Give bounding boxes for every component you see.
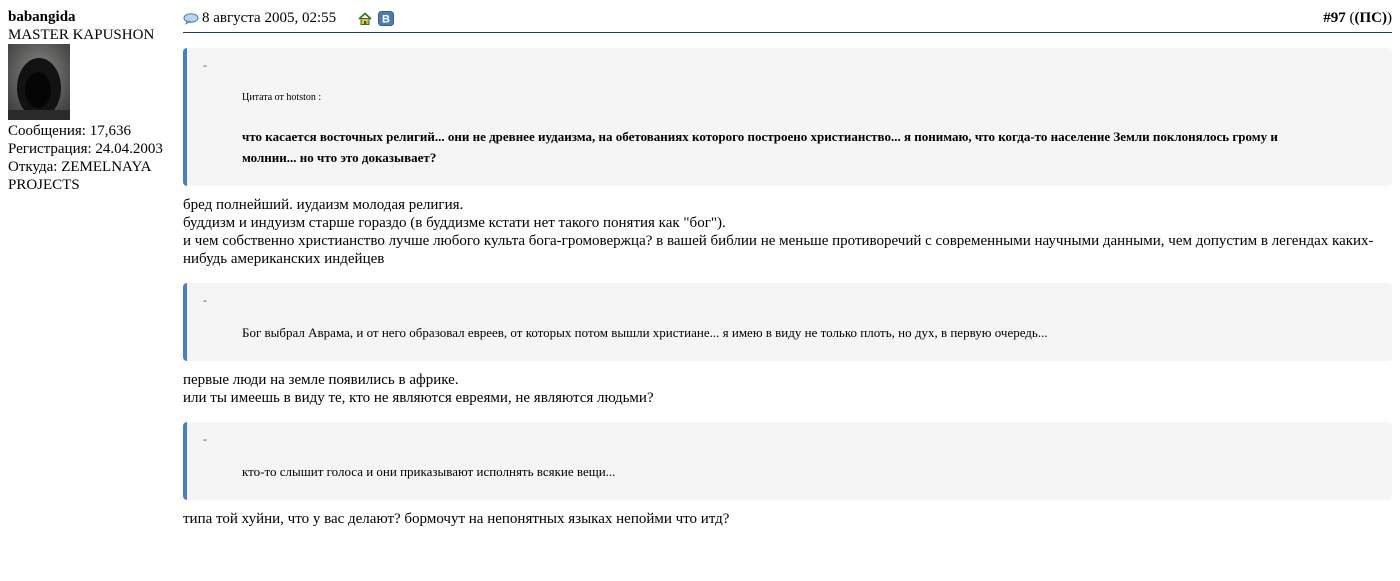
avatar[interactable] [8,44,70,120]
quote-block [183,48,1392,186]
message-line: бред полнейший. иудаизм молодая религия. [183,197,464,213]
message-line: типа той хуйни, что у вас делают? бормочут на непонятных языках непойми что итд? [183,511,730,527]
post-date: 8 августа 2005, 02:55 [202,10,337,26]
registration-date: Регистрация: 24.04.2003 [8,141,163,157]
user-sidebar [8,8,178,194]
quote-text: кто-то слышит голоса и они приказывают исполнять всякие вещи... [242,464,616,479]
quote-header: Цитата от hotston : [242,92,322,103]
message-text [183,510,1392,528]
quote-dash: - [203,58,207,72]
message-line: или ты имеешь в виду те, кто не являются евреями, не являются людьми? [183,390,654,406]
quote-text: что касается восточных религий... они не древнее иудаизма, на обетованиях которого построено христианство... я понимаю, что когда-то население Земли поклонялось грому и молнии... но что это доказывает? [242,129,1278,165]
post-number-suffix: ((ПС)) [1349,10,1392,26]
message-line: буддизм и индуизм старше гораздо (в буддизме кстати нет такого понятия как "бог"). [183,215,726,231]
post-body [183,48,1392,528]
quote-block [183,283,1392,361]
user-title: MASTER KAPUSHON [8,27,155,43]
vk-icon[interactable] [378,11,394,26]
message-line: и чем собственно христианство лучше любого культа бога-громовержца? в вашей библии не меньше противоречий с современными научными данными, чем допустим в легендах каких-нибудь американских индейцев [183,233,1374,267]
user-location: Откуда: ZEMELNAYA PROJECTS [8,159,151,193]
svg-text:В: В [382,13,391,26]
quote-content [242,461,1327,482]
username-link[interactable]: babangida [8,9,76,25]
post [183,8,1392,528]
quote-content [242,322,1327,343]
post-count: Сообщения: 17,636 [8,123,131,139]
message-line: первые люди на земле появились в африке. [183,372,459,388]
post-number-link[interactable]: #97 [1323,10,1346,26]
home-icon[interactable] [358,12,372,26]
message-text [183,196,1392,268]
quote-text: Бог выбрал Аврама, и от него образовал евреев, от которых потом вышли христиане... я имею в виду не только плоть, но дух, в первую очередь... [242,325,1048,340]
quote-dash: - [203,293,207,307]
quote-content [242,87,1327,168]
quote-block [183,422,1392,500]
post-header [183,8,1392,33]
post-icon [183,13,199,25]
message-text [183,371,1392,407]
quote-dash: - [203,432,207,446]
ps-link[interactable]: (ПС) [1354,10,1387,26]
